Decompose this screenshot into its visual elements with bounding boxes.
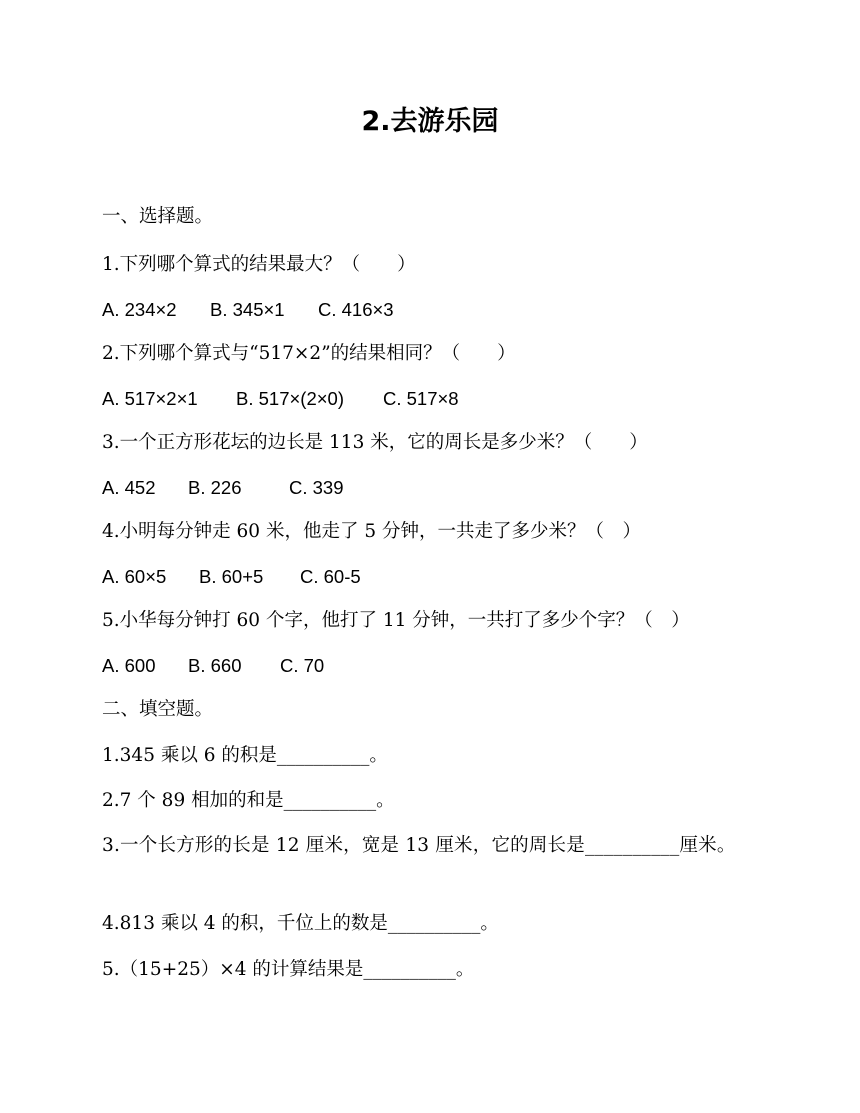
page-title: 2.去游乐园 xyxy=(361,106,499,137)
option-b: B. 517×(2×0) xyxy=(236,388,344,409)
fill-question-3: 3.一个长方形的长是 12 厘米，宽是 13 厘米，它的周长是__________厘米。 xyxy=(102,835,736,856)
choice-question-4: 4.小明每分钟走 60 米，他走了 5 分钟，一共走了多少米？（ ） xyxy=(102,521,641,542)
choice-question-2: 2.下列哪个算式与“517×2”的结果相同？（ ） xyxy=(102,343,516,364)
option-a: A. 517×2×1 xyxy=(102,388,198,409)
option-a: A. 60×5 xyxy=(102,566,167,587)
choice-options-4 xyxy=(102,562,762,592)
option-b: B. 226 xyxy=(188,477,242,498)
option-a: A. 452 xyxy=(102,477,156,498)
fill-question-2: 2.7 个 89 相加的和是__________。 xyxy=(102,790,395,811)
fill-question-4: 4.813 乘以 4 的积，千位上的数是__________。 xyxy=(102,913,499,934)
option-c: C. 339 xyxy=(289,477,344,498)
choice-question-3: 3.一个正方形花坛的边长是 113 米，它的周长是多少米？（ ） xyxy=(102,432,648,453)
option-b: B. 660 xyxy=(188,655,242,676)
choice-options-3 xyxy=(102,473,762,503)
fill-question-5: 5.（15+25）×4 的计算结果是__________。 xyxy=(102,959,475,980)
option-c: C. 517×8 xyxy=(383,388,459,409)
fill-question-1: 1.345 乘以 6 的积是__________。 xyxy=(102,745,388,766)
option-b: B. 60+5 xyxy=(199,566,264,587)
option-b: B. 345×1 xyxy=(210,299,285,320)
option-c: C. 60-5 xyxy=(300,566,361,587)
choice-question-5: 5.小华每分钟打 60 个字，他打了 11 分钟，一共打了多少个字？（ ） xyxy=(102,610,690,631)
choice-options-1 xyxy=(102,295,762,325)
option-a: A. 600 xyxy=(102,655,156,676)
option-c: C. 416×3 xyxy=(318,299,394,320)
section-heading-fill: 二、填空题。 xyxy=(102,699,214,720)
section-heading-choice: 一、选择题。 xyxy=(102,206,214,227)
option-a: A. 234×2 xyxy=(102,299,177,320)
choice-options-5 xyxy=(102,651,762,681)
choice-question-1: 1.下列哪个算式的结果最大？（ ） xyxy=(102,254,416,275)
option-c: C. 70 xyxy=(280,655,325,676)
choice-options-2 xyxy=(102,384,762,414)
